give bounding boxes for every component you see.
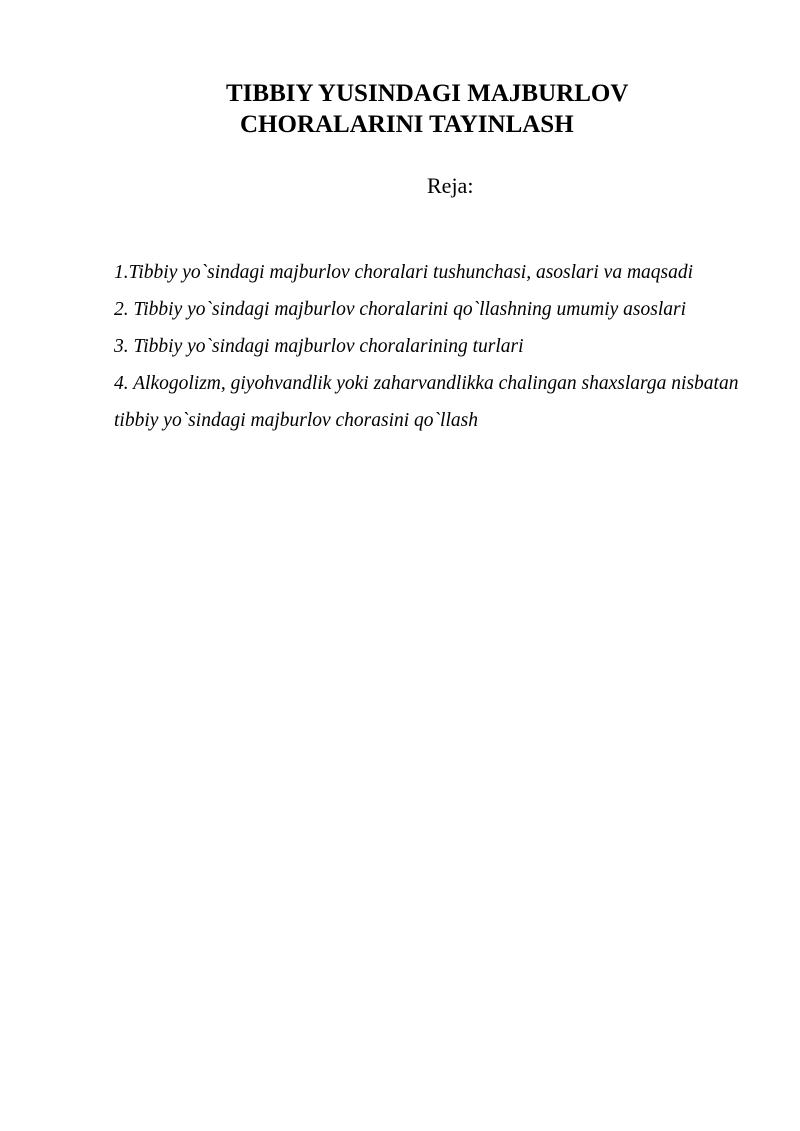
title-line-1: TIBBIY YUSINDAGI MAJBURLOV xyxy=(226,80,629,107)
plan-item: 1.Tibbiy yo`sindagi majburlov choralari tushunchasi, asoslari va maqsadi xyxy=(114,262,694,283)
plan-item: 4. Alkogolizm, giyohvandlik yoki zaharvandlikka chalingan shaxslarga nisbatan tibbiy yo`sindagi majburlov chorasini qo`llash xyxy=(114,373,739,431)
plan-item: 3. Tibbiy yo`sindagi majburlov choralarining turlari xyxy=(114,336,524,357)
plan-heading: Reja: xyxy=(427,173,474,198)
plan-list xyxy=(114,254,754,439)
title-line-2: CHORALARINI TAYINLASH xyxy=(240,111,574,138)
document-title xyxy=(0,78,800,140)
plan-item: 2. Tibbiy yo`sindagi majburlov choralarini qo`llashning umumiy asoslari xyxy=(114,299,687,320)
